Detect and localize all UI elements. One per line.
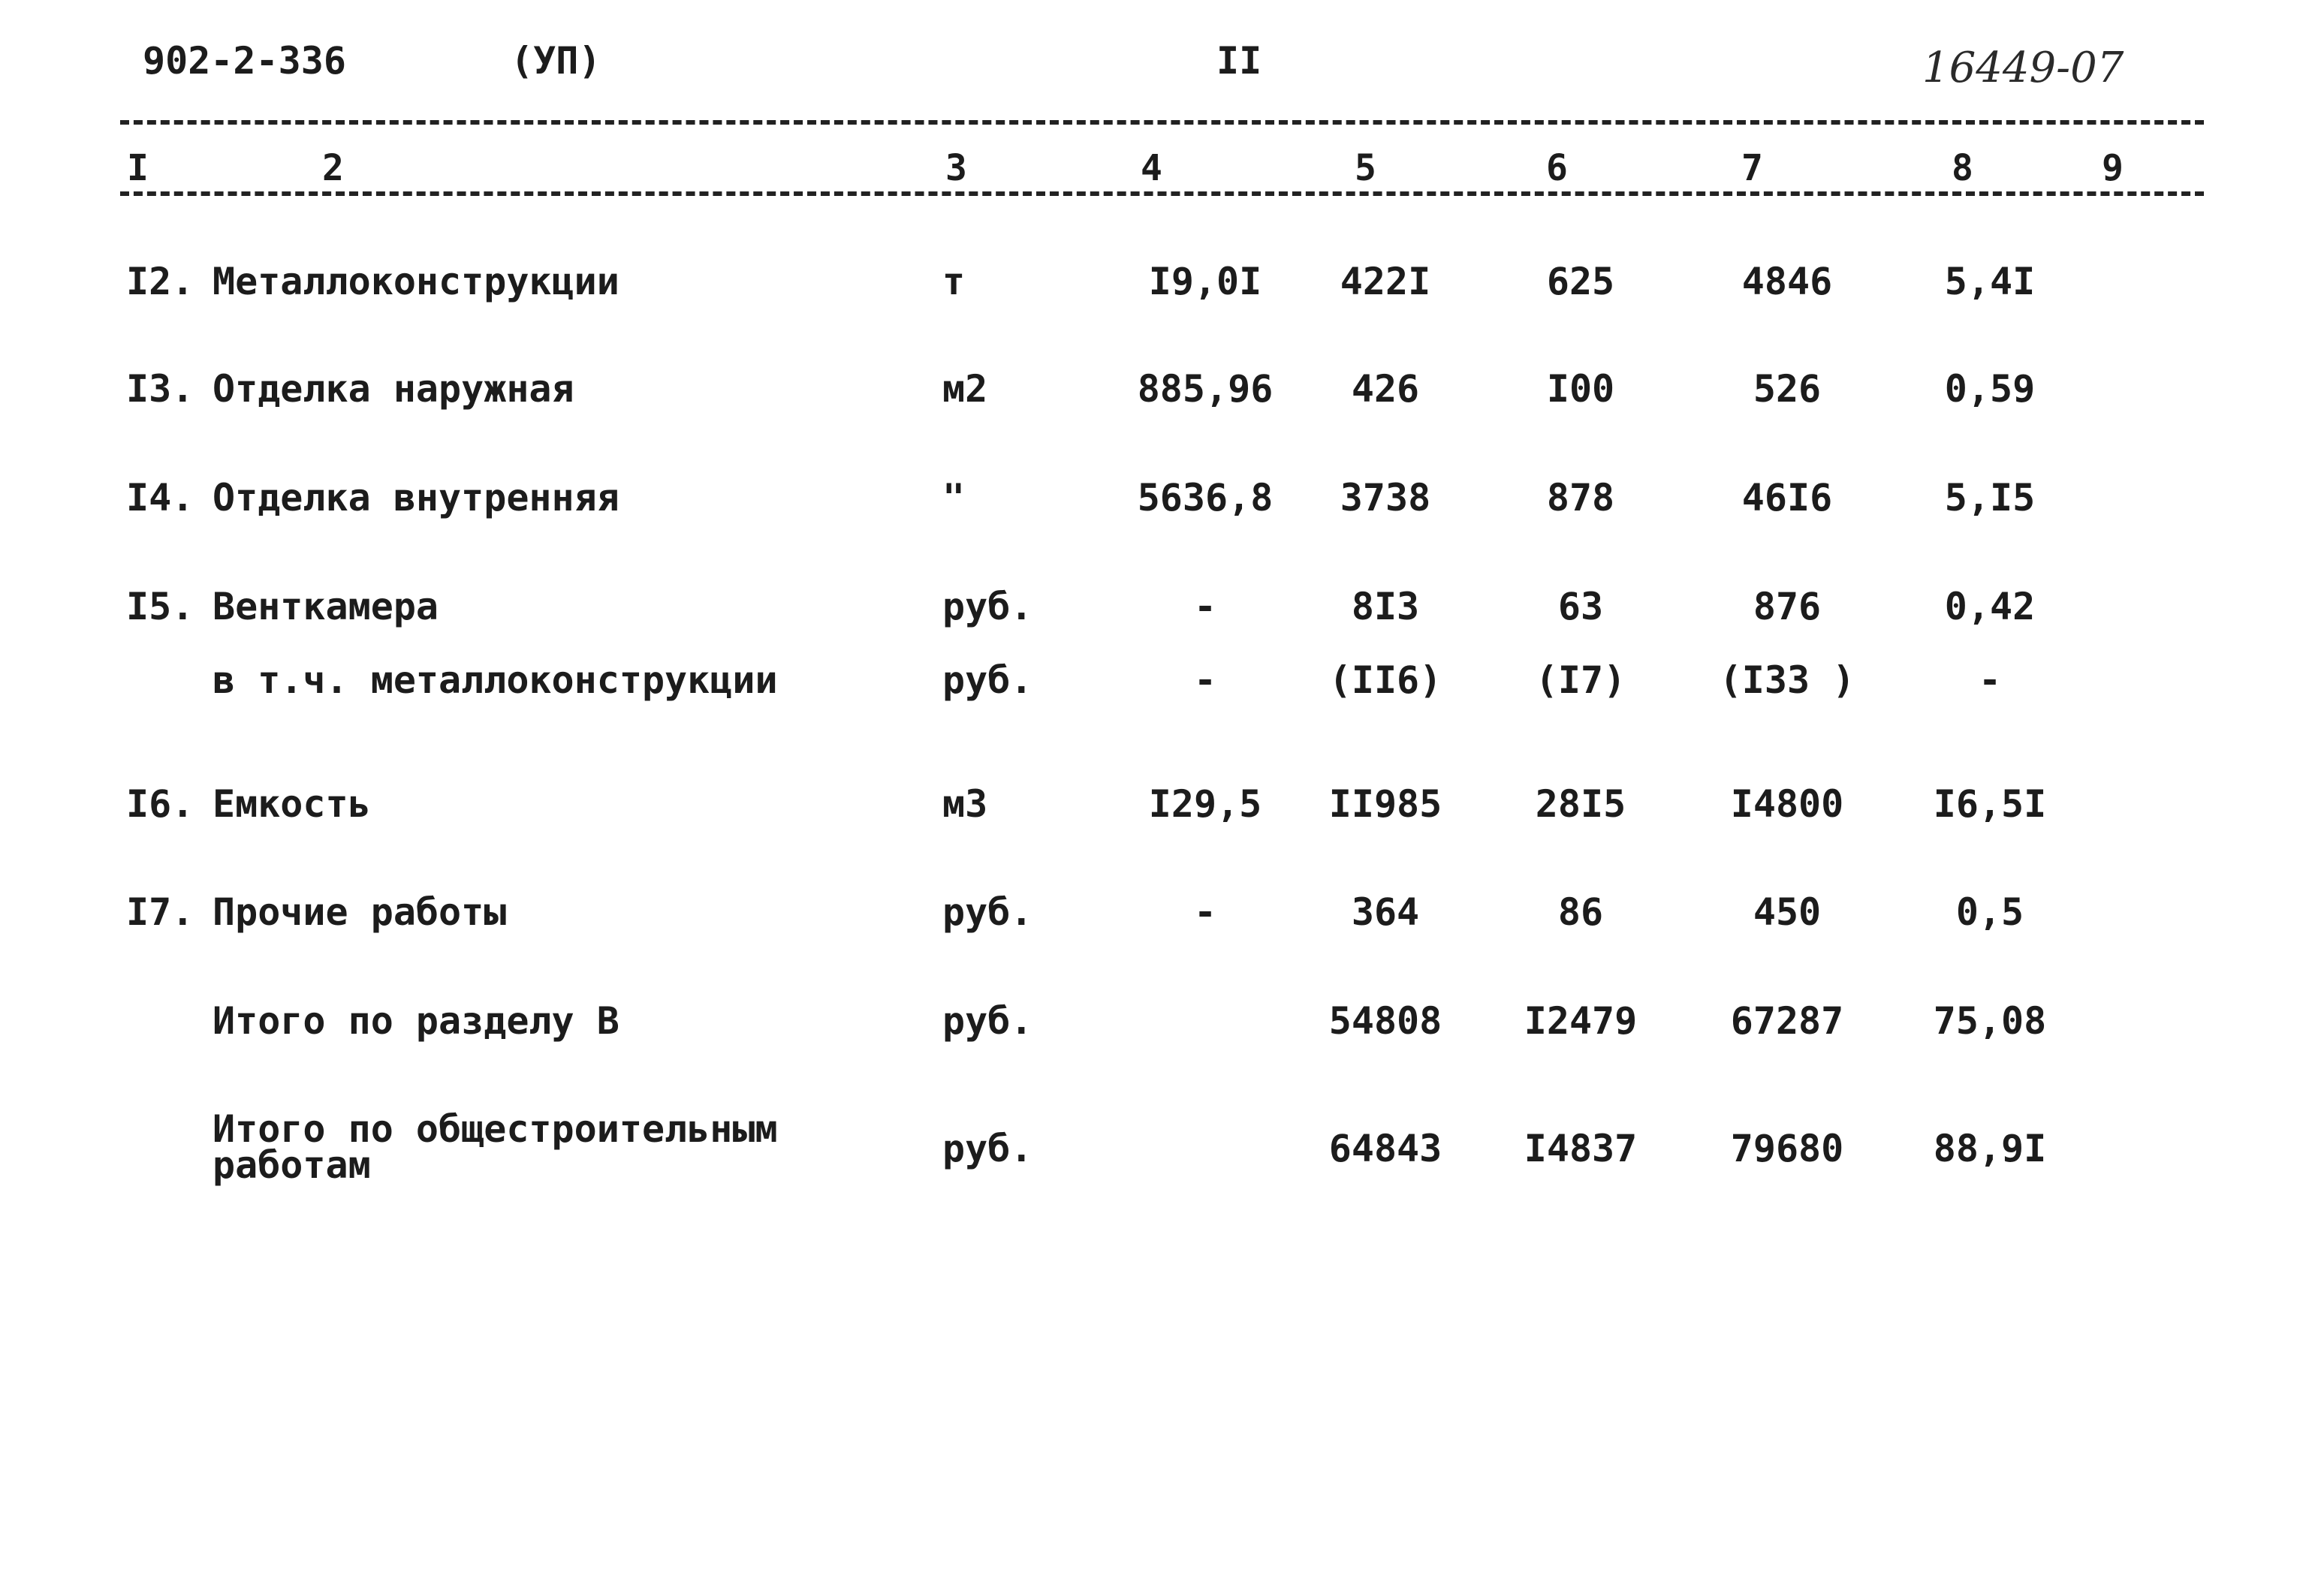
- row-col5: 422I: [1340, 260, 1431, 303]
- column-number-6: 6: [1543, 149, 1571, 188]
- row-unit: ": [942, 476, 966, 519]
- row-number: I3.: [126, 367, 194, 411]
- row-col8: 75,08: [1933, 999, 2047, 1043]
- row-quantity: 5636,8: [1137, 476, 1274, 519]
- inventory-number: 16449-07: [1922, 44, 2124, 92]
- row-col5: II985: [1328, 782, 1442, 826]
- row-name-line-1: Итого по общестроительным: [213, 1107, 778, 1151]
- row-quantity: -: [1193, 585, 1217, 628]
- table-row-total: [0, 998, 2306, 1058]
- table-row: [0, 658, 2306, 718]
- column-number-2: 2: [319, 149, 347, 188]
- page-number: II: [1216, 39, 1262, 83]
- row-col8: I6,5I: [1933, 782, 2047, 826]
- row-col6: 28I5: [1535, 782, 1626, 826]
- row-col6: 625: [1546, 260, 1615, 303]
- row-number: I5.: [126, 585, 194, 628]
- row-quantity: I9,0I: [1148, 260, 1262, 303]
- row-name: Прочие работы: [213, 890, 507, 934]
- row-name-line-2: работам: [213, 1143, 371, 1187]
- row-name: Отделка наружная: [213, 367, 574, 411]
- row-name: Итого по разделу В: [213, 999, 619, 1043]
- row-col5: 8I3: [1351, 585, 1420, 628]
- row-unit: руб.: [942, 1127, 1033, 1170]
- row-col6: I2479: [1524, 999, 1638, 1043]
- row-number: I6.: [126, 782, 194, 826]
- row-unit: т: [942, 260, 966, 303]
- row-number: I4.: [126, 476, 194, 519]
- column-number-8: 8: [1949, 149, 1976, 188]
- row-unit: м3: [942, 782, 988, 826]
- row-name: Металлоконструкции: [213, 260, 619, 303]
- row-col8: 5,I5: [1944, 476, 2036, 519]
- row-col6: I4837: [1524, 1127, 1638, 1170]
- table-row: [0, 890, 2306, 950]
- row-name: Емкость: [213, 782, 371, 826]
- row-quantity: -: [1193, 890, 1217, 934]
- row-name: Венткамера: [213, 585, 439, 628]
- series-label: (УП): [511, 39, 601, 83]
- row-number: I7.: [126, 890, 194, 934]
- row-unit: руб.: [942, 890, 1033, 934]
- row-col5: 54808: [1328, 999, 1442, 1043]
- row-col8: 0,5: [1955, 890, 2024, 934]
- column-number-1: I: [124, 149, 152, 188]
- column-number-3: 3: [942, 149, 970, 188]
- row-col5: 426: [1351, 367, 1420, 411]
- row-col5: 64843: [1328, 1127, 1442, 1170]
- row-col5: (II6): [1328, 658, 1442, 702]
- row-col7: 79680: [1730, 1127, 1844, 1170]
- row-col7: 4846: [1741, 260, 1833, 303]
- row-col8: 5,4I: [1944, 260, 2036, 303]
- row-name: в т.ч. металлоконструкции: [213, 658, 778, 702]
- document-code: 902-2-336: [143, 39, 346, 83]
- row-col6: 86: [1557, 890, 1604, 934]
- row-number: I2.: [126, 260, 194, 303]
- row-col8: 88,9I: [1933, 1127, 2047, 1170]
- row-col7: (I33 ): [1719, 658, 1855, 702]
- row-col6: 63: [1557, 585, 1604, 628]
- row-col5: 3738: [1340, 476, 1431, 519]
- row-col7: I4800: [1730, 782, 1844, 826]
- row-quantity: I29,5: [1148, 782, 1262, 826]
- row-col6: I00: [1546, 367, 1615, 411]
- table-row: [0, 259, 2306, 319]
- row-col7: 450: [1753, 890, 1822, 934]
- row-col8: 0,59: [1944, 367, 2036, 411]
- header-divider: [120, 120, 2204, 125]
- row-col5: 364: [1351, 890, 1420, 934]
- row-unit: руб.: [942, 585, 1033, 628]
- row-name: [213, 1107, 778, 1187]
- row-col7: 67287: [1730, 999, 1844, 1043]
- column-number-5: 5: [1352, 149, 1379, 188]
- column-number-9: 9: [2099, 149, 2127, 188]
- row-col6: 878: [1546, 476, 1615, 519]
- table-row: [0, 366, 2306, 426]
- row-unit: руб.: [942, 999, 1033, 1043]
- row-quantity: -: [1193, 658, 1217, 702]
- column-number-7: 7: [1738, 149, 1766, 188]
- table-row: [0, 475, 2306, 535]
- row-col7: 46I6: [1741, 476, 1833, 519]
- table-row-grand-total: [0, 1107, 2306, 1187]
- row-quantity: 885,96: [1137, 367, 1274, 411]
- row-col7: 876: [1753, 585, 1822, 628]
- row-name: Отделка внутренняя: [213, 476, 619, 519]
- row-unit: м2: [942, 367, 988, 411]
- column-number-divider: [120, 191, 2204, 196]
- row-unit: руб.: [942, 658, 1033, 702]
- column-number-4: 4: [1138, 149, 1165, 188]
- row-col8: 0,42: [1944, 585, 2036, 628]
- row-col6: (I7): [1535, 658, 1626, 702]
- table-row: [0, 781, 2306, 842]
- table-row: [0, 584, 2306, 644]
- row-col7: 526: [1753, 367, 1822, 411]
- row-col8: -: [1978, 658, 2002, 702]
